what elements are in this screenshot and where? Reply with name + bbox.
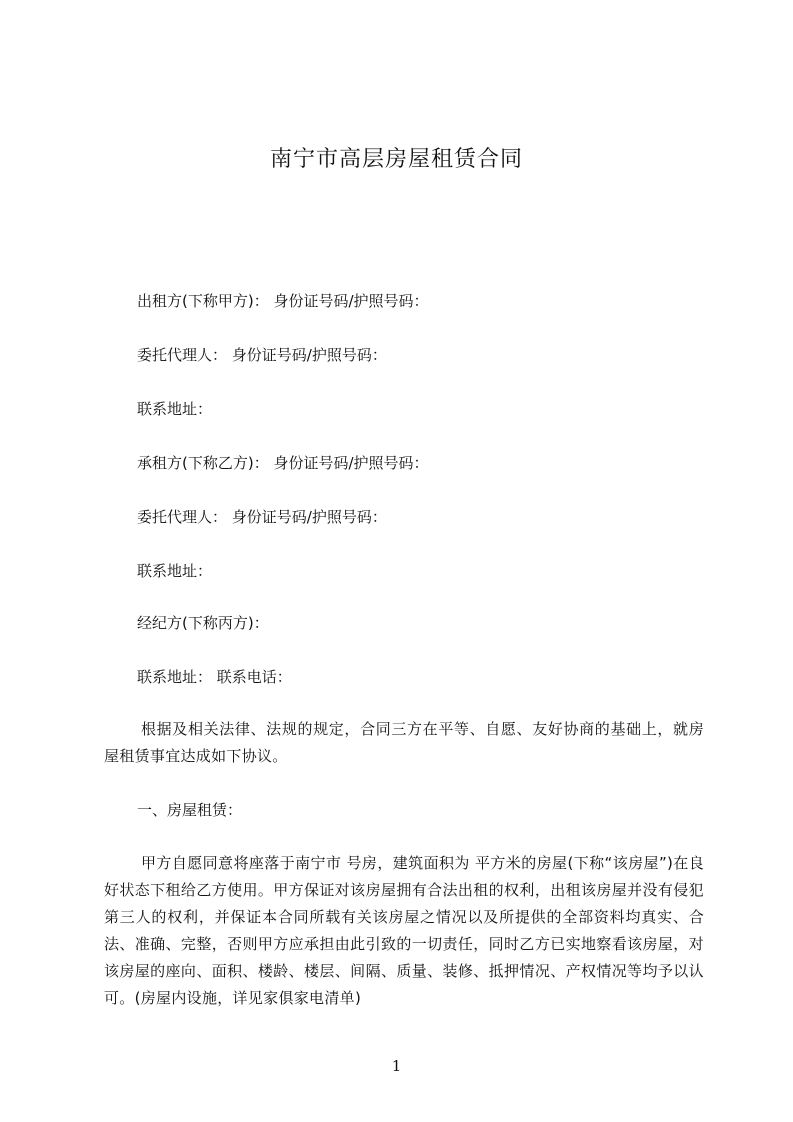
lessor-field: 出租方(下称甲方)： 身份证号码/护照号码： (137, 292, 429, 310)
section-1-paragraph: 甲方自愿同意将座落于南宁市 号房，建筑面积为 平方米的房屋(下称“该房屋”)在良好状态下租给乙方使用。甲方保证对该房屋拥有合法出租的权利，出租该房屋并没有侵犯第三人的权利，并保证本合同所载有关该房屋之情况以及所提供的全部资料均真实、合法、准确、完整，否则甲方应承担由此引致的一切责任，同时乙方已实地察看该房屋，对该房屋的座向、面积、楼龄、楼层、间隔、质量、装修、抵押情况、产权情况等均予以认可。(房屋内设施，详见家俱家电清单) (104, 854, 704, 1007)
page-number: 1 (391, 1057, 402, 1075)
broker-field: 经纪方(下称丙方)： (137, 614, 269, 632)
intro-paragraph: 根据及相关法律、法规的规定，合同三方在平等、自愿、友好协商的基础上，就房屋租赁事宜达成如下协议。 (104, 720, 704, 765)
broker-contact-field: 联系地址： 联系电话： (137, 668, 292, 686)
lessor-address-field: 联系地址： (137, 400, 213, 418)
lessor-agent-field: 委托代理人： 身份证号码/护照号码： (137, 346, 387, 364)
lessee-agent-field: 委托代理人： 身份证号码/护照号码： (137, 508, 387, 526)
document-title: 南宁市高层房屋租赁合同 (269, 147, 523, 172)
lessee-field: 承租方(下称乙方)： 身份证号码/护照号码： (137, 454, 429, 472)
lessee-address-field: 联系地址： (137, 562, 213, 580)
section-1-heading: 一、房屋租赁： (137, 801, 243, 819)
